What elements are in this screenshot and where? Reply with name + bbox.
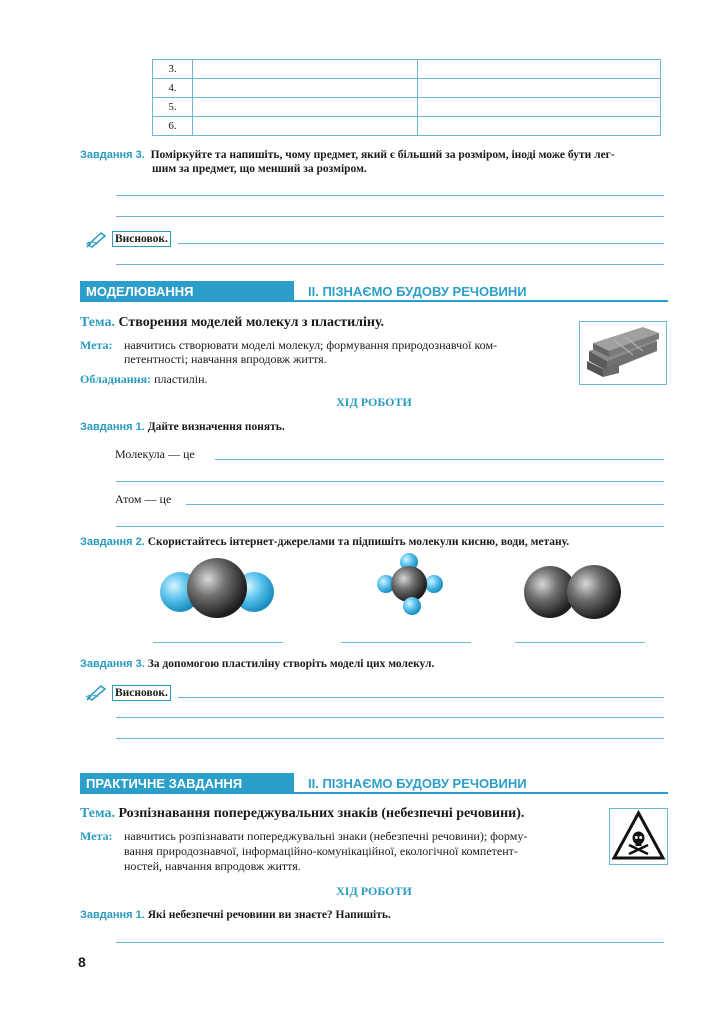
table-cell[interactable] <box>418 79 661 98</box>
molecule-images <box>150 552 630 634</box>
task-3-top-cont <box>152 162 367 176</box>
table-cell[interactable] <box>193 98 418 117</box>
pen-icon <box>86 683 108 701</box>
task-1-practical <box>80 908 391 922</box>
table-cell[interactable] <box>193 60 418 79</box>
section-subtitle: ІІ. ПІЗНАЄМО БУДОВУ РЕЧОВИНИ <box>308 284 527 299</box>
plasticine-image <box>579 321 667 385</box>
tema-label: Тема. <box>80 806 115 821</box>
header-underline <box>294 792 668 794</box>
answer-line[interactable] <box>116 195 664 196</box>
section-header-modelling <box>80 281 668 302</box>
meta-label: Мета: <box>80 829 113 843</box>
task-label: Завдання 3. <box>80 658 145 670</box>
table-row <box>153 117 661 136</box>
toxic-hazard-icon <box>609 808 668 865</box>
answer-line[interactable] <box>116 717 664 718</box>
task-text: Які небезпечні речовини ви знаєте? Напишіть. <box>147 909 391 921</box>
task-label: Завдання 1. <box>80 909 145 921</box>
row-number: 6. <box>153 117 193 136</box>
table-cell[interactable] <box>418 117 661 136</box>
page-number: 8 <box>78 954 86 970</box>
equipment <box>80 372 208 386</box>
procedure-title: ХІД РОБОТИ <box>336 884 412 898</box>
molecule-oxygen <box>524 565 621 619</box>
meta-line-2: петентності; навчання впродовж життя. <box>124 352 327 366</box>
row-number: 4. <box>153 79 193 98</box>
task-3-top <box>80 148 670 162</box>
table-cell[interactable] <box>193 117 418 136</box>
task-label: Завдання 3. <box>80 149 145 161</box>
atom-label: Атом — це <box>115 492 172 506</box>
answer-line[interactable] <box>215 459 664 460</box>
meta-practical <box>80 829 113 843</box>
task-1-modelling <box>80 420 285 434</box>
header-underline <box>294 300 668 302</box>
meta-line-2: вання природознавчої, інформаційно-комунікаційної, екологічної компетент- <box>124 844 518 858</box>
row-number: 5. <box>153 98 193 117</box>
task-text: Скористайтесь інтернет-джерелами та підпишіть молекули кисню, води, метану. <box>147 536 570 548</box>
table-cell[interactable] <box>193 79 418 98</box>
table-cell[interactable] <box>418 98 661 117</box>
molecule-label-line[interactable] <box>515 642 645 643</box>
answer-line[interactable] <box>116 942 664 943</box>
answer-line[interactable] <box>186 504 664 505</box>
conclusion-label: Висновок. <box>112 231 171 247</box>
meta-line-1: навчитись створювати моделі молекул; формування природознавчої ком- <box>124 338 498 352</box>
section-title: МОДЕЛЮВАННЯ <box>80 281 294 302</box>
procedure-title: ХІД РОБОТИ <box>336 395 412 409</box>
meta-label: Мета: <box>80 338 113 352</box>
tema-text: Створення моделей молекул з пластиліну. <box>118 315 385 330</box>
section-title: ПРАКТИЧНЕ ЗАВДАННЯ <box>80 773 294 794</box>
tema-modelling <box>80 315 384 331</box>
section-header-practical <box>80 773 668 794</box>
table-cell[interactable] <box>418 60 661 79</box>
table-row <box>153 60 661 79</box>
task-2-modelling <box>80 535 569 549</box>
answer-line[interactable] <box>116 264 664 265</box>
pen-icon <box>86 230 108 248</box>
table-row <box>153 98 661 117</box>
tema-text: Розпізнавання попереджувальних знаків (небезпечні речовини). <box>118 806 525 821</box>
tema-label: Тема. <box>80 315 115 330</box>
conclusion-label: Висновок. <box>112 685 171 701</box>
molecule-label-line[interactable] <box>341 642 471 643</box>
molecule-water <box>160 558 274 618</box>
answer-table <box>152 59 661 136</box>
task-3-modelling <box>80 657 434 671</box>
answer-line[interactable] <box>116 481 664 482</box>
task-text-cont: шим за предмет, що менший за розміром. <box>152 163 367 175</box>
meta-modelling <box>80 338 113 352</box>
task-label: Завдання 1. <box>80 421 145 433</box>
section-subtitle: ІІ. ПІЗНАЄМО БУДОВУ РЕЧОВИНИ <box>308 776 527 791</box>
molecule-label-line[interactable] <box>153 642 283 643</box>
answer-line[interactable] <box>178 243 664 244</box>
answer-line[interactable] <box>116 526 664 527</box>
equipment-label: Обладнання: <box>80 372 152 386</box>
task-text: Дайте визначення понять. <box>147 421 285 433</box>
equipment-text: пластилін. <box>154 372 208 386</box>
task-label: Завдання 2. <box>80 536 145 548</box>
answer-line[interactable] <box>116 738 664 739</box>
task-text: За допомогою пластиліну створіть моделі цих молекул. <box>147 658 435 670</box>
table-row <box>153 79 661 98</box>
molecule-label: Молекула — це <box>115 447 195 461</box>
answer-line[interactable] <box>116 216 664 217</box>
tema-practical <box>80 806 524 822</box>
row-number: 3. <box>153 60 193 79</box>
meta-line-3: ностей, навчання впродовж життя. <box>124 859 301 873</box>
task-text: Поміркуйте та напишіть, чому предмет, який є більший за розміром, іноді може бути лег- <box>150 149 615 161</box>
answer-line[interactable] <box>178 697 664 698</box>
meta-line-1: навчитись розпізнавати попереджувальні знаки (небезпечні речовини); форму- <box>124 829 528 843</box>
molecule-methane <box>377 553 443 615</box>
